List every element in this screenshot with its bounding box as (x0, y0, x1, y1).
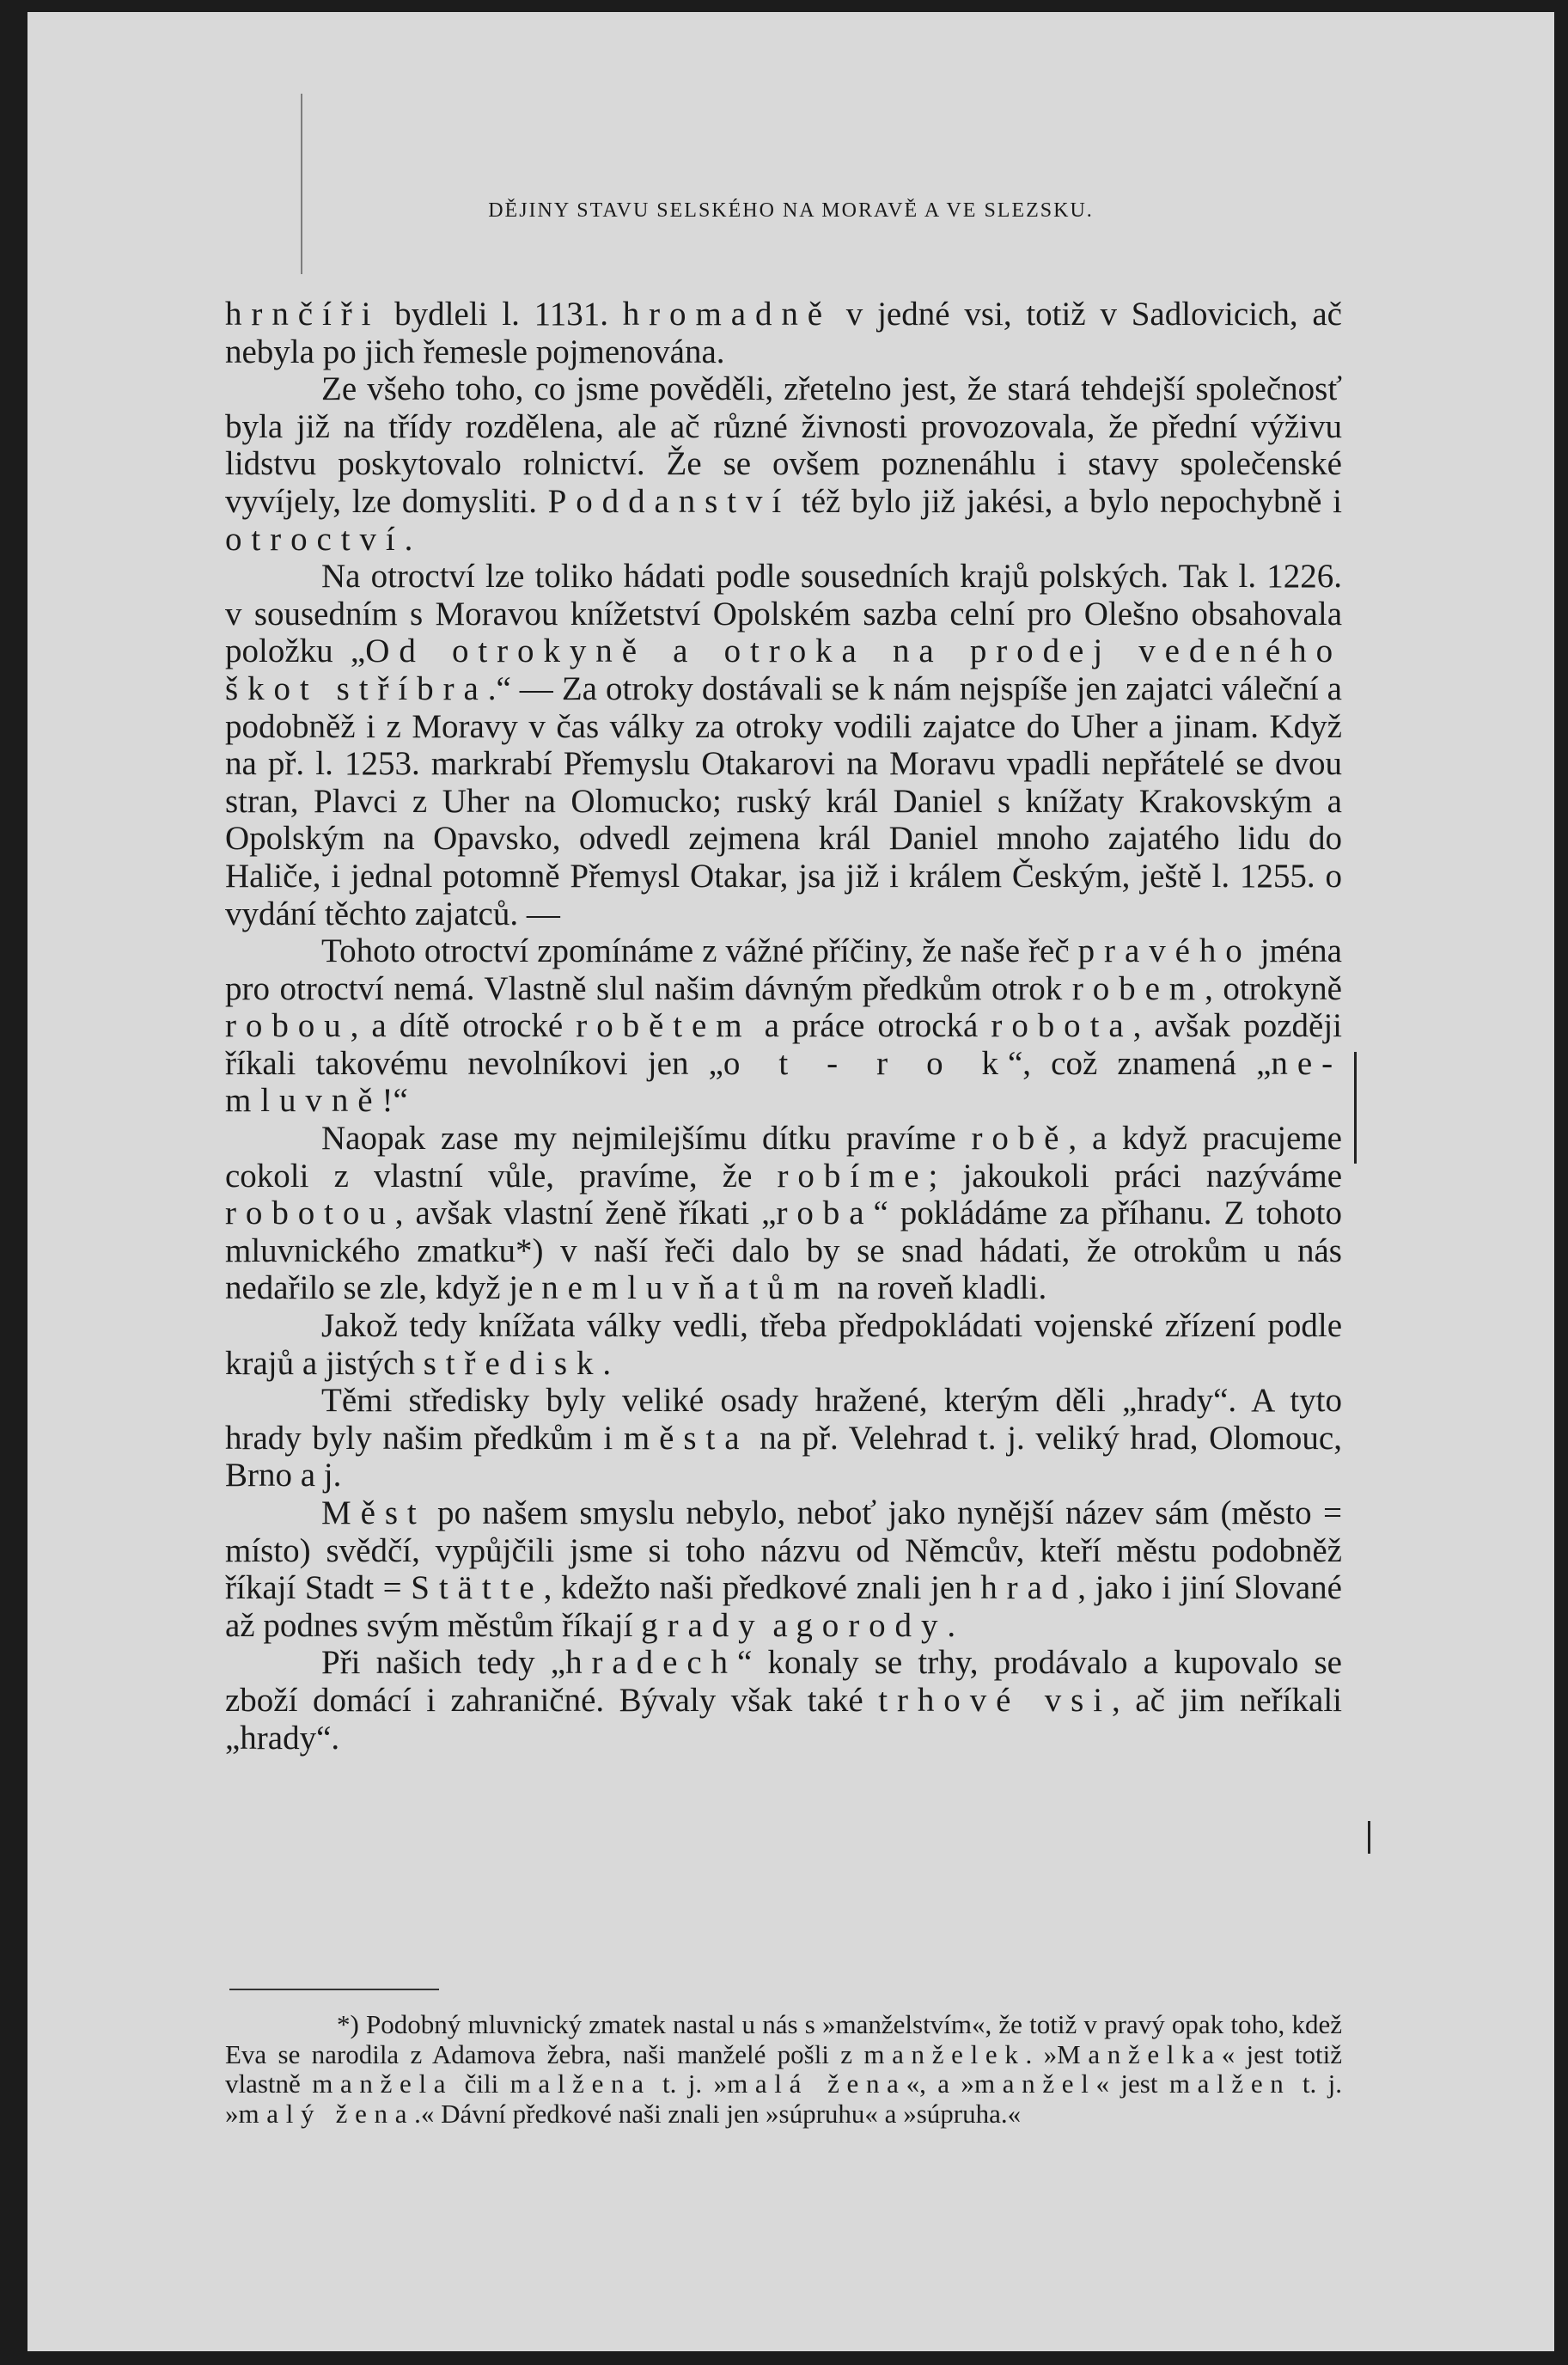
text-run: . » (1025, 2038, 1058, 2069)
text-run: na roveň kladli. (828, 1269, 1047, 1307)
spaced-emphasis: Stätte (411, 1569, 544, 1607)
text-run: bydleli l. 1131. (380, 296, 623, 333)
text-run: , a dítě otrocké (350, 1007, 577, 1045)
paragraph (225, 1382, 1342, 1494)
text-run: “, což znamená „ (1007, 1044, 1272, 1082)
text-run: v jedné vsi, totiž v Sadlovicich, ač nebyla po jich řemesle pojmenována. (225, 296, 1342, 370)
spaced-emphasis: manžela (312, 2069, 454, 2099)
text-run: « jest totiž vlastně (225, 2038, 1342, 2099)
spaced-emphasis: gorody (796, 1606, 948, 1644)
spaced-emphasis: Poddanství (547, 482, 791, 520)
footnote-paragraph (225, 2010, 1342, 2129)
paragraph (225, 1494, 1342, 1644)
text-run: «, a » (906, 2069, 974, 2099)
spaced-emphasis: Od otrokyně a otroka na prodej vedeného škot stříbra (225, 632, 1342, 707)
paragraph (225, 932, 1342, 1120)
scan-mark (301, 94, 302, 274)
scan-mark (1368, 1821, 1370, 1854)
paragraph (225, 558, 1342, 932)
text-run: !“ (381, 1082, 408, 1120)
spaced-emphasis: otroctví (225, 520, 405, 558)
paragraph (225, 370, 1342, 558)
footnote-rule (229, 1989, 439, 1990)
text-run: ; jakoukoli práci nazýváme (928, 1157, 1342, 1195)
spaced-emphasis: robětem (576, 1007, 752, 1045)
text-run: a práce otrocká (751, 1007, 991, 1045)
text-run: po našem smyslu nebylo, neboť jako nynější název sám (město = místo) svědčí, vypůjčili jsme si toho názvu od Němcův, kteří městu podobněž říkají Stadt = (225, 1494, 1342, 1607)
spaced-emphasis: pravého (1077, 932, 1252, 970)
text-run: , kdežto naši předkové znali jen (543, 1569, 981, 1607)
text-run: .« Dávní předkové naši znali jen »súpruhu« a »súpruha.« (414, 2098, 1022, 2129)
text-run: jména pro otroctví nemá. Vlastně slul našim dávným předkům otrok (225, 932, 1342, 1007)
spaced-emphasis: malžen (1168, 2069, 1291, 2099)
text-run: Ze všeho toho, co jsme pověděli, zřetelno jest, že stará tehdejší společnosť byla již na třídy rozdělena, ale ač různé živnosti provozovala, že přední výživu lidstvu poskytovalo rolnictví. Že se ovšem poznenáhlu i stavy společenské vyvíjely, lze domysliti. (225, 370, 1342, 520)
text-run: *) Podobný mluvnický zmatek nastal u nás s »manželstvím«, že totiž v pravý opak toho, kdež Eva se narodila z Adamova žebra, naši manželé pošli z (225, 2009, 1342, 2069)
spaced-emphasis: robotou (225, 1195, 395, 1232)
spaced-emphasis: nemluvňatům (541, 1269, 829, 1307)
main-text (225, 296, 1342, 1757)
text-run: . (602, 1344, 612, 1382)
text-run: , otrokyně (1205, 969, 1342, 1007)
text-run: a (764, 1606, 796, 1644)
spaced-emphasis: hradech (565, 1644, 737, 1682)
scan-mark (1354, 1052, 1357, 1164)
spaced-emphasis: manželek (863, 2038, 1026, 2069)
book-page (27, 12, 1554, 2351)
text-run: « jest (1095, 2069, 1169, 2099)
text-run: “ konaly se trhy, prodávalo a kupovalo se zboží domácí i zahraničné. Bývaly však také (225, 1644, 1342, 1719)
spaced-emphasis: robou (225, 1007, 351, 1045)
spaced-emphasis: robíme (777, 1157, 929, 1195)
spaced-emphasis: středisk (423, 1344, 603, 1382)
running-header: DĚJINY STAVU SELSKÉHO NA MORAVĚ A VE SLEZSKU. (488, 199, 1094, 222)
spaced-emphasis: ne-mluvně (225, 1044, 1342, 1120)
text-run: . (404, 520, 413, 558)
text-run: Naopak zase my nejmilejšímu dítku pravíme (321, 1120, 972, 1158)
footnote (225, 2010, 1342, 2129)
text-run: , a když pracujeme cokoli z vlastní vůle, pravíme, že (225, 1120, 1342, 1195)
spaced-emphasis: trhové vsi (878, 1681, 1113, 1719)
spaced-emphasis: Měst (321, 1494, 426, 1531)
spaced-emphasis: robem (1071, 969, 1205, 1007)
text-run: , jako i jiní Slované až podnes svým městům říkají (225, 1569, 1342, 1644)
paragraph (225, 296, 1342, 370)
spaced-emphasis: malžena (509, 2069, 651, 2099)
text-run: Na otroctví lze toliko hádati podle sousedních krajů polských. Tak l. 1226. v sousedním s Moravou knížetství Opolském sazba celní pro Olešno obsahovala položku „ (225, 558, 1342, 670)
text-run: .“ — Za otroky dostávali se k nám nejspíše jen zajatci váleční a podobněž i z Moravy v čas války za otroky vodili zajatce do Uher a jinam. Když na př. l. 1253. markrabí Přemyslu Otakarovi na Moravu vpadli nepřátelé se dvou stran, Plavci z Uher na Olomucko; ruský král Daniel s knížaty Krakovským a Opolským na Opavsko, odvedl zejmena král Daniel mnoho zajatého lidu do Haliče, i jednal potomně Přemysl Otakar, jsa již i králem Českým, ještě l. 1255. o vydání těchto zajatců. — (225, 669, 1342, 932)
spaced-emphasis: hrnčíři (225, 296, 381, 333)
spaced-emphasis: malá žena (727, 2069, 906, 2099)
text-run: Tohoto otroctví zpomínáme z vážné příčiny, že naše řeč (321, 932, 1078, 970)
spaced-emphasis: malý žena (238, 2098, 415, 2129)
text-run: Jakož tedy knížata války vedli, třeba předpokládati vojenské zřízení podle krajů a jistých (225, 1307, 1342, 1382)
paragraph (225, 1307, 1342, 1382)
paragraph (225, 1644, 1342, 1757)
text-run: t. j. » (225, 2069, 1342, 2129)
text-run: Těmi středisky byly veliké osady hražené, kterým děli „hrady“. A tyto hrady byly našim předkům i (225, 1382, 1342, 1457)
text-run: , avšak později říkali takovému nevolníkovi jen „ (225, 1007, 1343, 1082)
spaced-emphasis: roba (776, 1195, 874, 1232)
text-run: “ pokládáme za příhanu. Z tohoto mluvnického zmatku*) v naší řeči dalo by se snad hádati, že otrokům u nás nedařilo se zle, když je (225, 1195, 1342, 1307)
spaced-emphasis: města (623, 1419, 749, 1457)
text-run: na př. Velehrad t. j. veliký hrad, Olomouc, Brno a j. (225, 1419, 1342, 1494)
paragraph (225, 1120, 1342, 1307)
text-run: čili (453, 2069, 510, 2099)
spaced-emphasis: grady (641, 1606, 765, 1644)
text-run: . (947, 1606, 956, 1644)
spaced-emphasis: hromadně (622, 296, 833, 333)
text-run: , ač jim neříkali „hrady“. (225, 1681, 1342, 1757)
spaced-emphasis: robě (971, 1120, 1069, 1158)
text-run: t. j. » (650, 2069, 728, 2099)
spaced-emphasis: Manželka (1057, 2038, 1222, 2069)
spaced-emphasis: manžel (973, 2069, 1096, 2099)
text-run: též bylo již jakési, a bylo nepochybně i (790, 482, 1342, 520)
text-run: , avšak vlastní ženě říkati „ (394, 1195, 777, 1232)
spaced-emphasis: robota (991, 1007, 1133, 1045)
spaced-emphasis: o t - r o k (723, 1044, 1008, 1082)
text-run: Při našich tedy „ (321, 1644, 566, 1682)
spaced-emphasis: hrad (980, 1569, 1078, 1607)
